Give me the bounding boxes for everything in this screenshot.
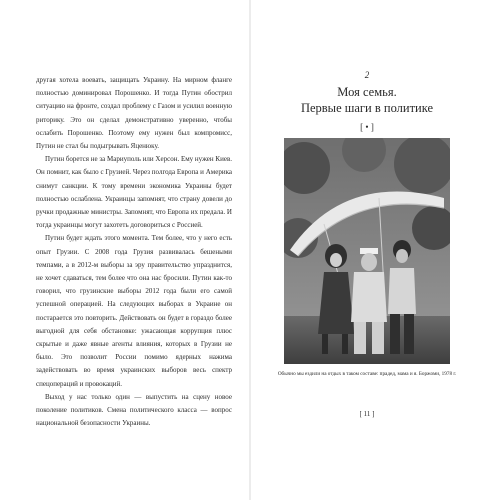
chapter-title-line-2: Первые шаги в политике [300, 101, 434, 115]
chapter-number: 2 [364, 70, 370, 80]
family-photo [284, 138, 450, 364]
paragraph-4: Выход у нас только один — выпустить на сцену новое поколение политиков. Смена политического класса — вопрос национальной безопасности Украины. [36, 392, 232, 428]
page-number: [ 11 ] [359, 410, 375, 418]
section-mark: [ • ] [360, 122, 374, 132]
paragraph-1: другая хотела воевать, защищать Украину. На мирном фланге полностью доминировал Порошенко. И тогда Путин обострил ситуацию на фронте, создал проблему с Газом и усилил военную риторику. Это он сделал демонстративно уверенно, чтобы ослабить Порошенко. Поэтому ему нужен был компромисс, Путин не стал бы подыгрывать Яценюку. [36, 76, 232, 151]
paragraph-2: Путин борется не за Мариуполь или Херсон. Ему нужен Киев. Он помнит, как было с Грузией. Через полгода Европа и Америка снимут санкции. К тому времени экономика Украины будет полностью ослаблена. Украинцы запомнят, что страну довели до ручки продажные министры. Запомнят, что Европа их предала. И тогда украинцы могут захотеть договориться с Россией. [36, 155, 232, 230]
family-photo-image [284, 138, 450, 364]
right-page [262, 70, 472, 430]
photo-caption: Обычно мы ездили на отдых в таком составе: прадед, мама и я. Боржоми, 1978 г. [277, 371, 457, 377]
left-page-text [36, 74, 232, 430]
chapter-title [262, 84, 472, 116]
paragraph-3: Путин будет ждать этого момента. Тем более, что у него есть опыт Грузии. С 2008 года Грузия развивалась бешеными темпами, а в 2012-м выборы за эру правительство упразднится, не хочет сдаваться, тем более что она нас бросили. Путин как-то говорил, что грузинские выборы 2012 года были его самой успешной операцией. На следующих выборах в Украине он постарается это повторить. Действовать он будет в гораздо более выгодной для себя обстановке: ужасающая коррупция плюс скрытые и даже явные агенты влияния, которых в Грузии не было. Это позволит России помимо ядерных нажима задействовать во время украинских выборов весь спектр спецопераций и провокаций. [36, 234, 232, 388]
chapter-title-line-1: Моя семья. [337, 85, 397, 99]
book-gutter [249, 0, 251, 500]
